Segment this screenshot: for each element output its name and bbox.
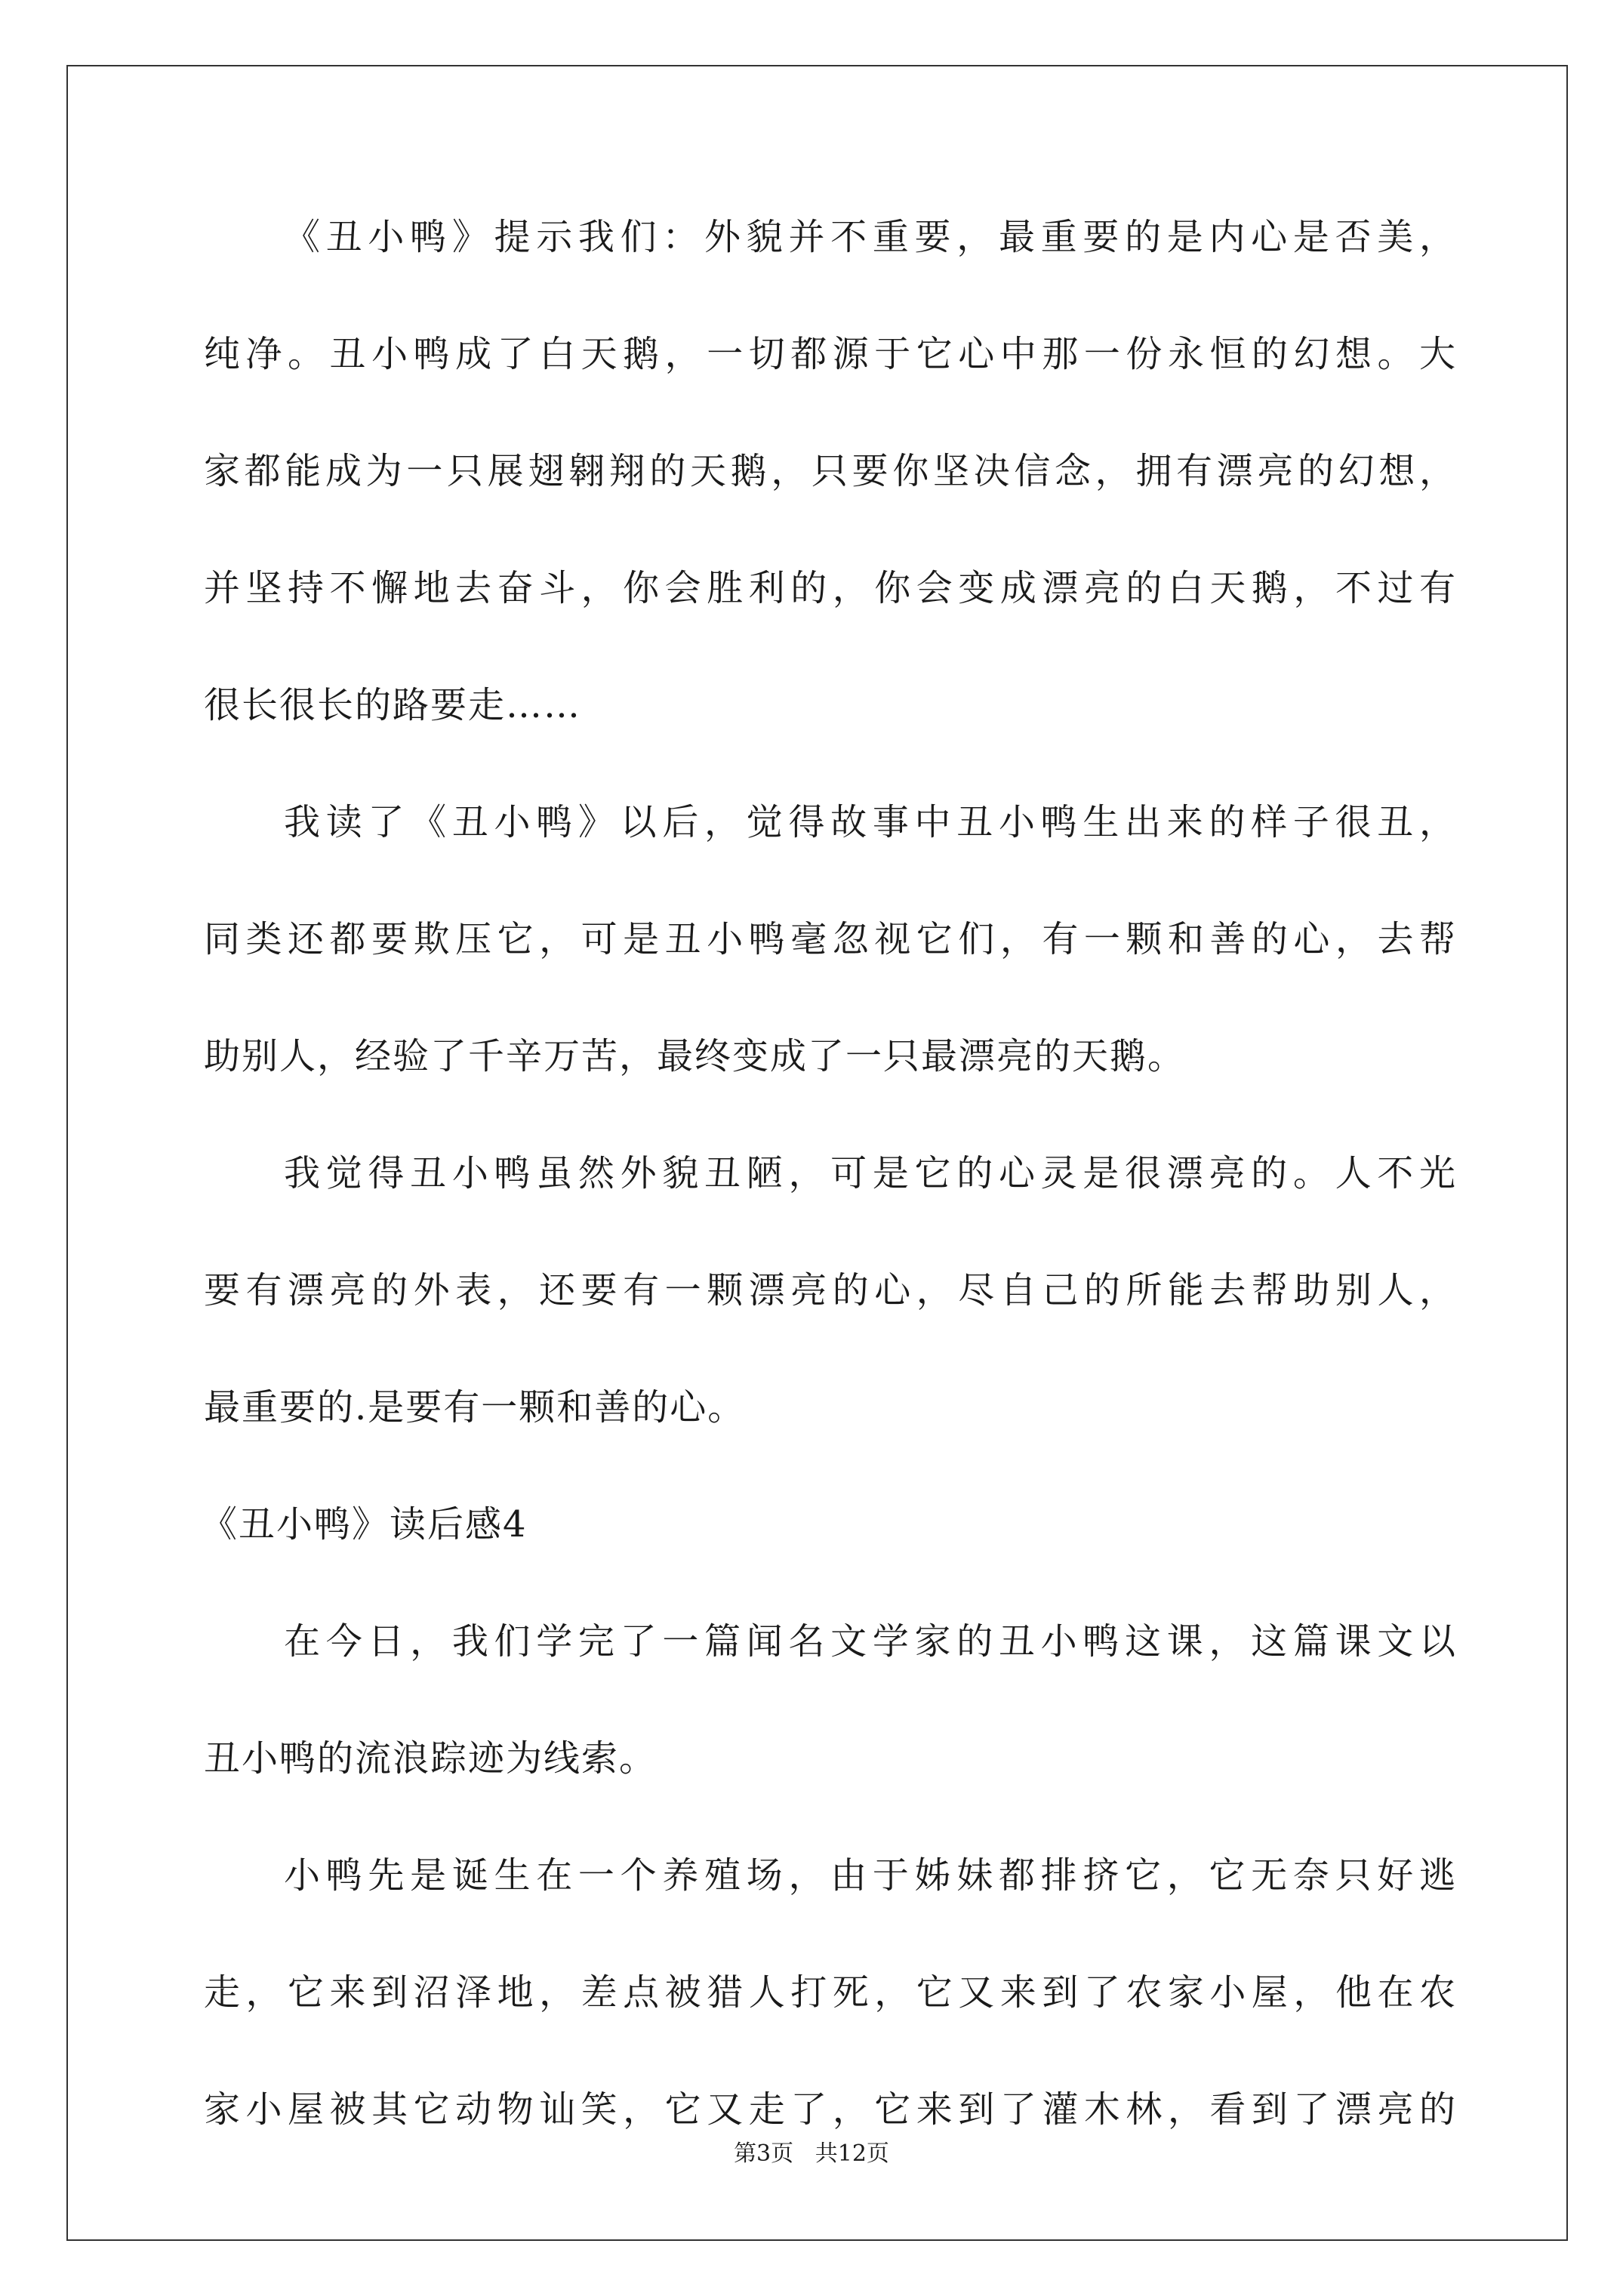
text-line: 最重要的.是要有一颗和善的心。	[204, 1386, 746, 1428]
text-line: 丑小鸭的流浪踪迹为线索。	[204, 1737, 658, 1780]
text-line: 我觉得丑小鸭虽然外貌丑陋，可是它的心灵是很漂亮的。人不光	[284, 1152, 1457, 1194]
text-line: 要有漂亮的外表，还要有一颗漂亮的心，尽自己的所能去帮助别人，	[204, 1269, 1457, 1311]
text-line: 在今日，我们学完了一篇闻名文学家的丑小鸭这课，这篇课文以	[284, 1620, 1457, 1663]
text-line: 很长很长的路要走……	[204, 684, 582, 726]
text-line: 小鸭先是诞生在一个养殖场，由于姊妹都排挤它，它无奈只好逃	[284, 1854, 1457, 1897]
text-line: 并坚持不懈地去奋斗，你会胜利的，你会变成漂亮的白天鹅，不过有	[204, 567, 1457, 609]
text-line: 助别人，经验了千辛万苦，最终变成了一只最漂亮的天鹅。	[204, 1035, 1186, 1077]
text-line: 《丑小鸭》提示我们：外貌并不重要，最重要的是内心是否美，	[284, 216, 1457, 258]
document-body	[201, 216, 1457, 2208]
text-line: 走，它来到沼泽地，差点被猎人打死，它又来到了农家小屋，他在农	[204, 1971, 1457, 2014]
text-line: 家小屋被其它动物讪笑，它又走了，它来到了灌木林，看到了漂亮的	[204, 2088, 1457, 2131]
text-line: 纯净。丑小鸭成了白天鹅，一切都源于它心中那一份永恒的幻想。大	[204, 333, 1457, 375]
section-heading: 《丑小鸭》读后感4	[201, 1503, 528, 1546]
text-line: 我读了《丑小鸭》以后，觉得故事中丑小鸭生出来的样子很丑，	[284, 801, 1457, 843]
text-line: 同类还都要欺压它，可是丑小鸭毫忽视它们，有一颗和善的心，去帮	[204, 918, 1457, 960]
page-footer: 第3页 共12页	[734, 2140, 889, 2167]
text-line: 家都能成为一只展翅翱翔的天鹅，只要你坚决信念，拥有漂亮的幻想，	[204, 450, 1457, 492]
